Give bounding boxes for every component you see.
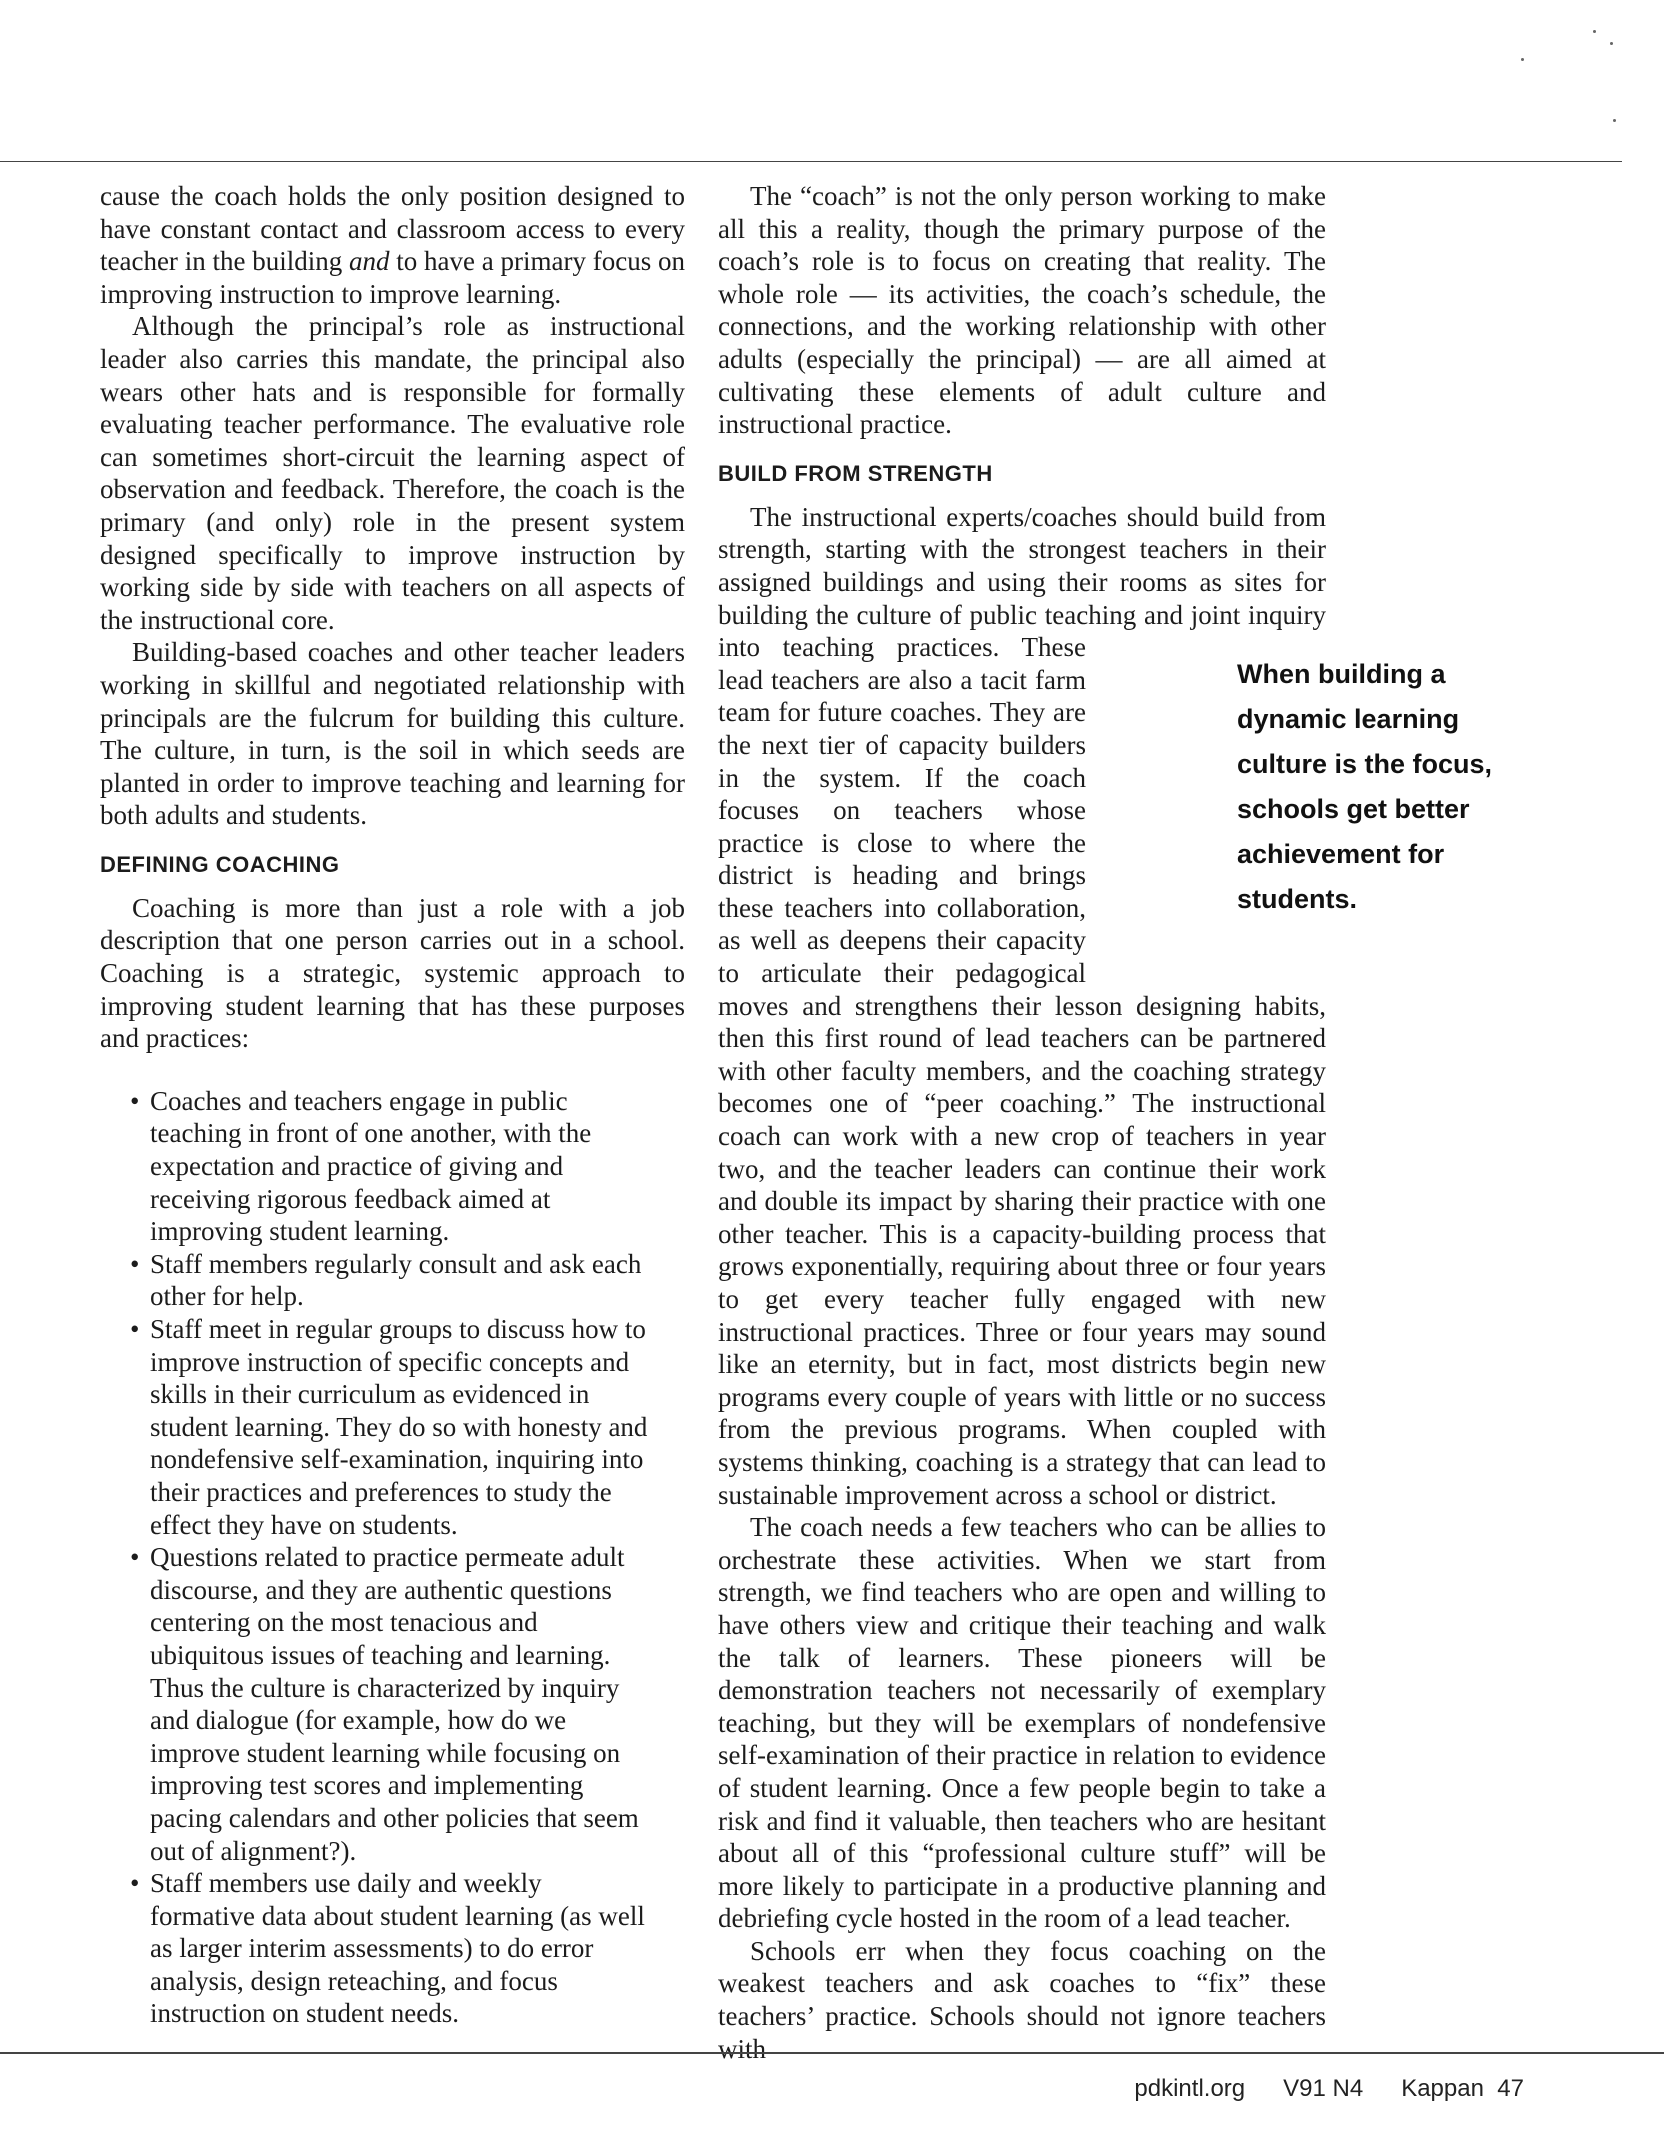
left-p1-text: cause the coach holds the only position designed to have constant contact and classroom access to every teacher in the building: [100, 181, 685, 277]
left-column: [100, 180, 685, 2030]
list-item: • Coaches and teachers engage in public teaching in front of one another, with the expectation and practice of giving and receiving rigorous feedback aimed at improving student learning.: [130, 1085, 650, 1248]
list-item: • Staff members regularly consult and ask each other for help.: [130, 1248, 650, 1313]
list-item: • Staff meet in regular groups to discuss how to improve instruction of specific concepts and skills in their curriculum as evidenced in student learning. They do so with honesty and nondefensive self-examination, inquiring into their practices and preferences to study the effect they have on students.: [130, 1313, 650, 1541]
footer-journal: Kappan: [1401, 2075, 1484, 2102]
left-p1-end-text: to have a primary focus on improving instruction to improve learning.: [100, 246, 686, 309]
right-paragraph-1: The “coach” is not the only person working to make all this a reality, though the primary purpose of the coach’s role is to focus on creating that reality. The whole role — its activities, the coach’s schedule, the connections, and the working relationship with other adults (especially the principal) — are all aimed at cultivating these elements of adult culture and instructional practice.: [718, 181, 1326, 440]
left-paragraph-2: Although the principal’s role as instructional leader also carries this mandate, the principal also wears other hats and is responsible for formally evaluating teacher performance. The evaluative role can sometimes short-circuit the learning aspect of observation and feedback. Therefore, the coach is the primary (and only) role in the present system designed specifically to improve instruction by working side by side with teachers on all aspects of the instructional core.: [100, 311, 685, 635]
list-item: • Questions related to practice permeate adult discourse, and they are authentic questions centering on the most tenacious and ubiquitous issues of teaching and learning. Thus the culture is characterized by inquiry and dialogue (for example, how do we improve student learning while focusing on improving test scores and implementing pacing calendars and other policies that seem out of alignment?).: [130, 1541, 650, 1867]
footer-site: pdkintl.org: [1134, 2075, 1246, 2102]
scan-speck: [1610, 42, 1613, 45]
footer-volume: V91 N4: [1283, 2075, 1364, 2102]
pull-quote: When building a dynamic learning culture is the focus, schools get better achievement for students.: [1237, 659, 1493, 914]
heading-defining-coaching: DEFINING COACHING: [100, 851, 340, 877]
page-footer: [1134, 2075, 1524, 2103]
right-column: [718, 180, 1326, 2065]
heading-build-from-strength: BUILD FROM STRENGTH: [718, 460, 993, 486]
right-paragraph-2: The instructional experts/coaches should build from strength, starting with the strongest teachers in their assigned buildings and using their rooms as sites for building the culture of public teaching and joint inquiry into teaching practices. These lead teachers are also a tacit farm team for future coaches. They are the next tier of capacity builders in the system. If the coach focuses on teachers whose practice is close to where the district is heading and brings these teachers into collaboration, as well as deepens their capacity to articulate their pedagogical moves and strengthens their lesson designing habits, then this first round of lead teachers can be partnered with other faculty members, and the coaching strategy becomes one of “peer coaching.” The instructional coach can work with a new crop of teachers in year two, and the teacher leaders can continue their work and double its impact by sharing their practice with one other teacher. This is a capacity-building process that grows exponentially, requiring about three or four years to get every teacher fully engaged with new instructional practices. Three or four years may sound like an eternity, but in fact, most districts begin new programs every couple of years with little or no success from the previous programs. When coupled with systems thinking, coaching is a strategy that can lead to sustainable improvement across a school or district.: [718, 501, 1326, 1510]
left-paragraph-1: [100, 180, 685, 310]
coaching-practices-list: [100, 1085, 650, 2030]
scan-speck: [1521, 58, 1524, 61]
left-paragraph-4: Coaching is more than just a role with a job description that one person carries out in a school. Coaching is a strategic, systemic approach to improving student learning that has these purposes and practices:: [100, 892, 685, 1054]
footer-page-number: 47: [1497, 2075, 1524, 2102]
top-rule: [0, 161, 1622, 162]
right-paragraph-4: Schools err when they focus coaching on the weakest teachers and ask coaches to “fix” these teachers’ practice. Schools should not ignore teachers with: [718, 1935, 1326, 2064]
scan-speck: [1613, 119, 1616, 122]
left-p1-emphasis: and: [349, 246, 390, 277]
footer-journal-page: [1401, 2075, 1524, 2103]
right-paragraph-3: The coach needs a few teachers who can be allies to orchestrate these activities. When we start from strength, we find teachers who are open and willing to have others view and critique their teaching and walk the talk of learners. These pioneers will be demonstration teachers not necessarily of exemplary teaching, but they will be exemplars of nondefensive self-examination of their practice in relation to evidence of student learning. Once a few people begin to take a risk and find it valuable, then teachers who are hesitant about all of this “professional culture stuff” will be more likely to participate in a productive planning and debriefing cycle hosted in the room of a lead teacher.: [718, 1512, 1326, 1934]
left-paragraph-3: Building-based coaches and other teacher leaders working in skillful and negotiated relationship with principals are the fulcrum for building this culture. The culture, in turn, is the soil in which seeds are planted in order to improve teaching and learning for both adults and students.: [100, 637, 685, 831]
list-item: • Staff members use daily and weekly formative data about student learning (as well as larger interim assessments) to do error analysis, design reteaching, and focus instruction on student needs.: [130, 1867, 650, 2030]
scan-speck: [1593, 30, 1596, 33]
bottom-rule: [0, 2052, 1664, 2054]
